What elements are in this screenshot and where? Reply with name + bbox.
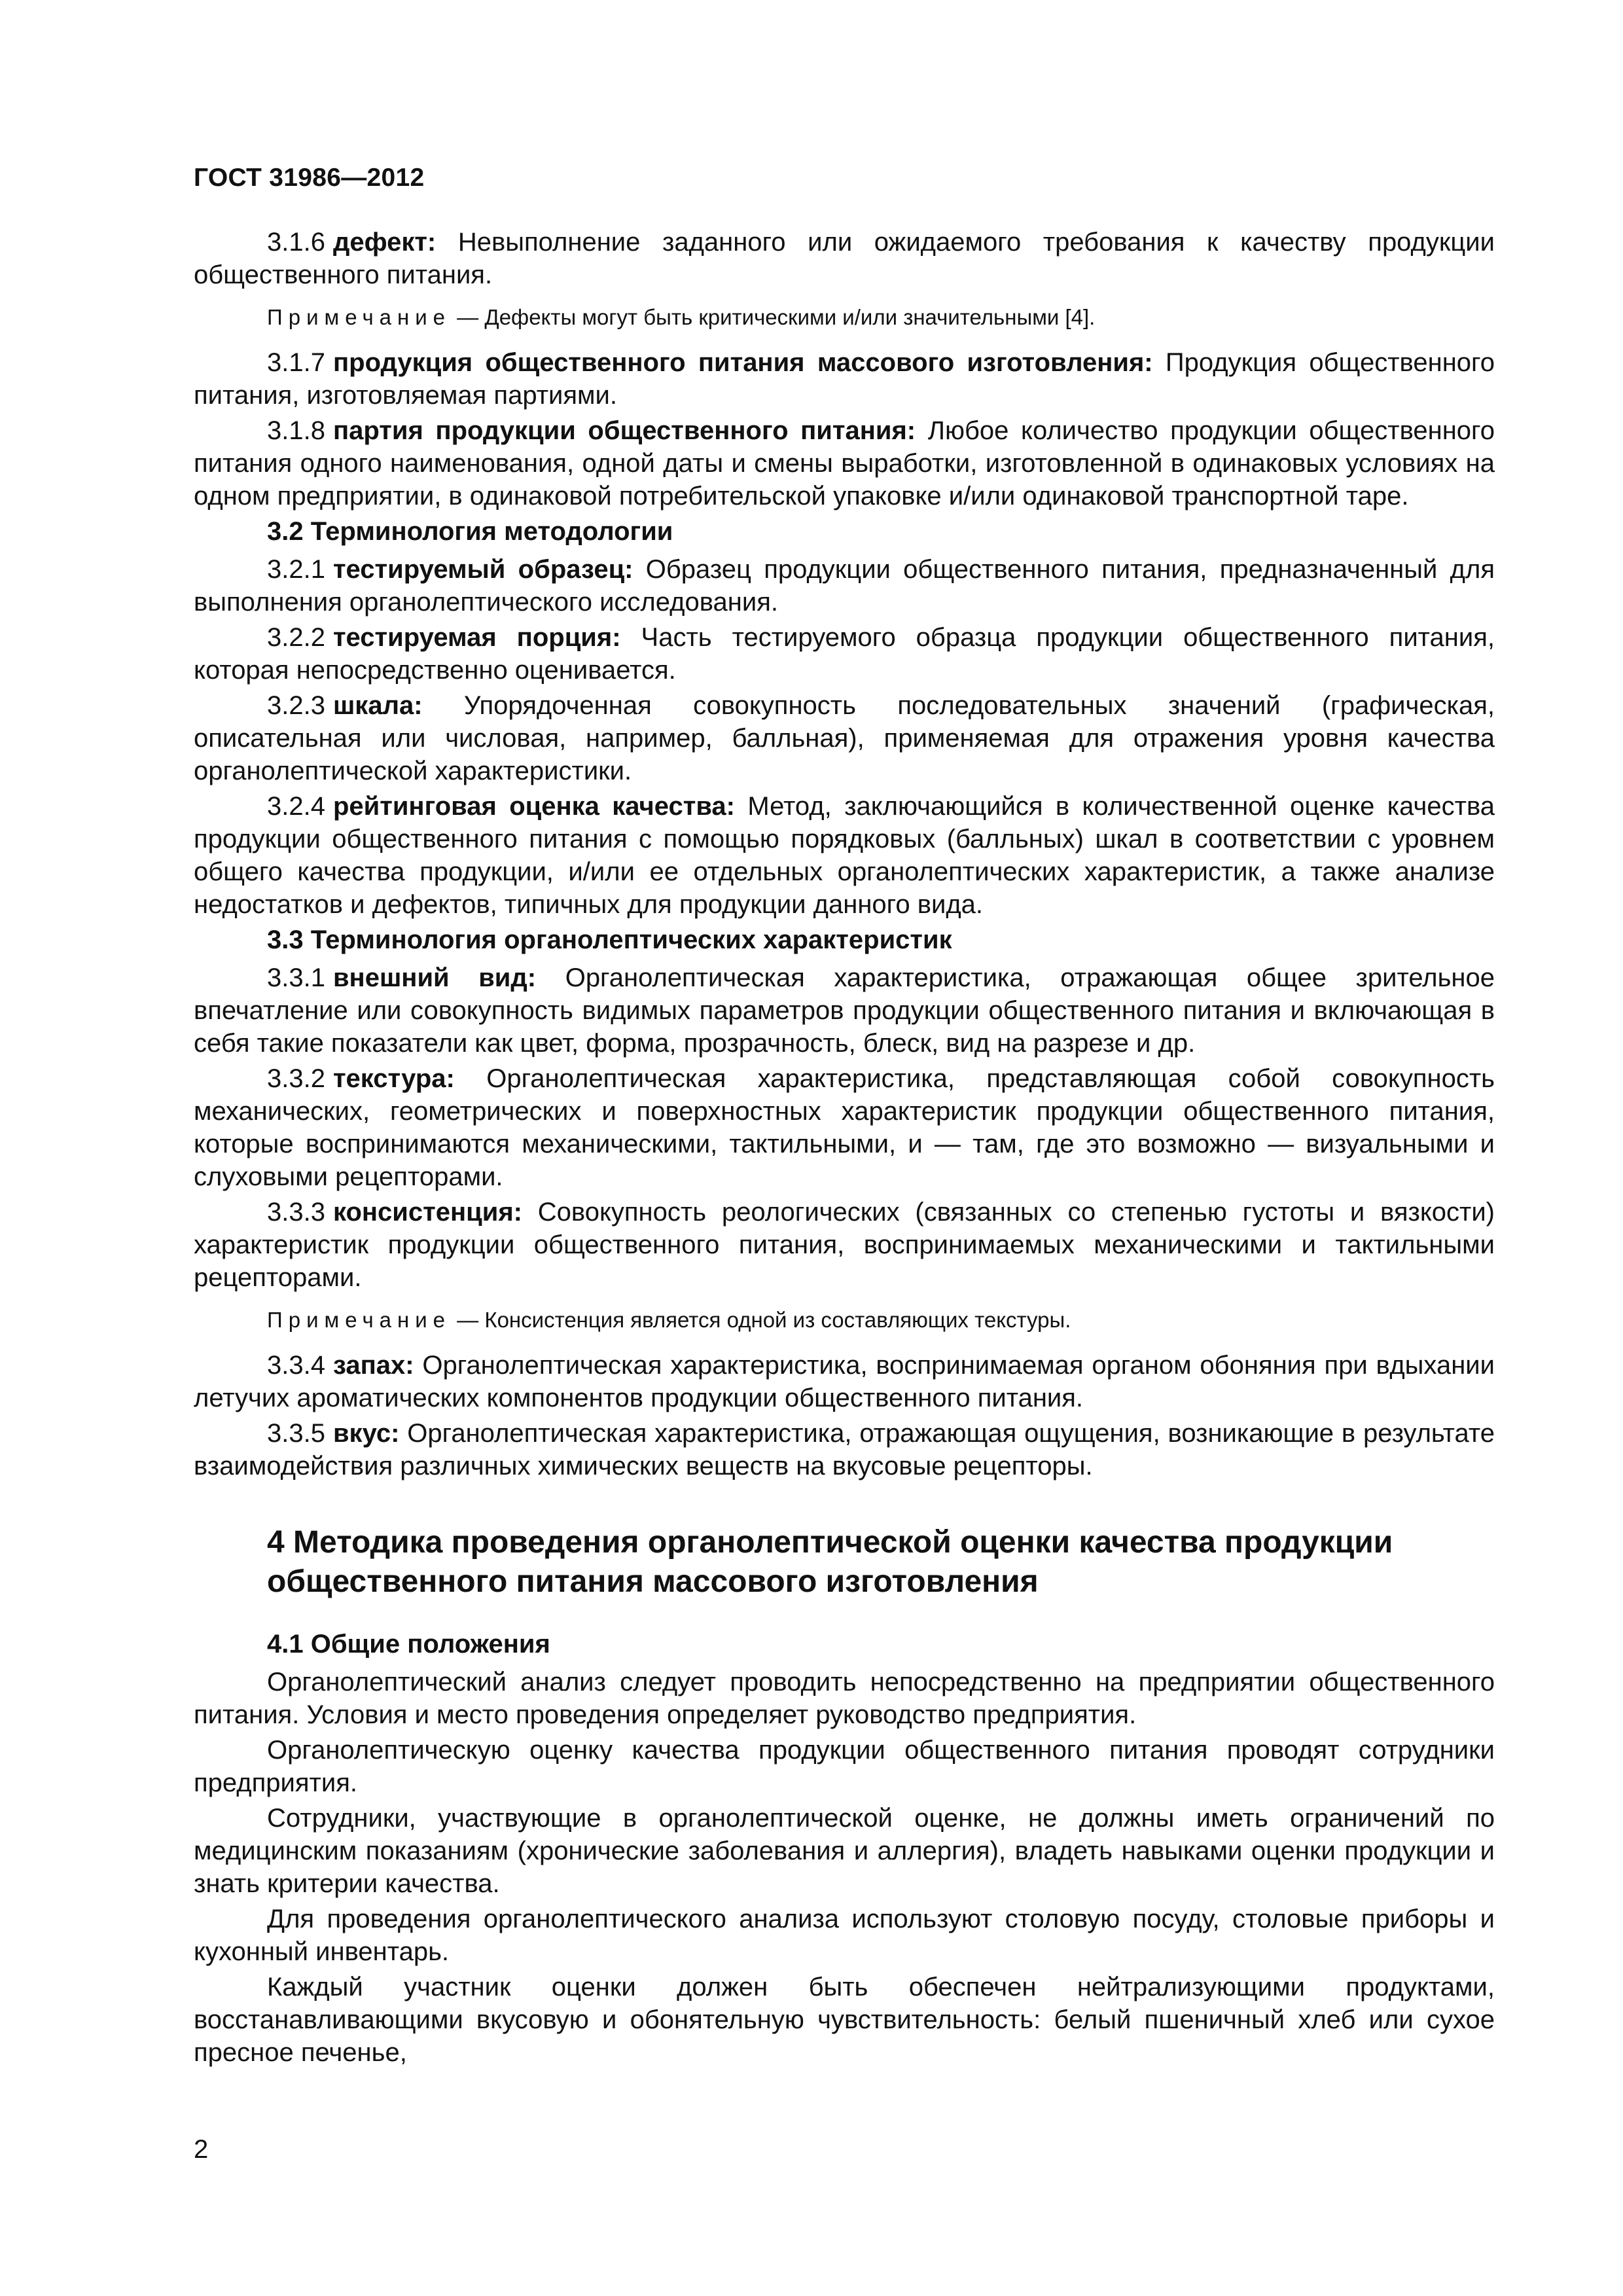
page-number: 2: [194, 2135, 209, 2164]
term-3-2-2: 3.2.2 тестируемая порция: Часть тестируемого образца продукции общественного питания, которая непосредственно оценивается.: [194, 623, 1495, 685]
term-3-1-8: 3.1.8 партия продукции общественного питания: Любое количество продукции общественного питания одного наименования, одной даты и смены выработки, изготовленной в одинаковых условиях на одном предприятии, в одинаковой потребительской упаковке и/или одинаковой транспортной таре.: [194, 416, 1495, 511]
paragraph: Для проведения органолептического анализа используют столовую посуду, столовые приборы и кухонный инвентарь.: [194, 1905, 1495, 1966]
term-3-2-3: 3.2.3 шкала: Упорядоченная совокупность последовательных значений (графическая, описательная или числовая, например, балльная), применяемая для отражения уровня качества органолептической характеристики.: [194, 691, 1495, 785]
chapter-heading-4: 4 Методика проведения органолептической оценки качества продукции общественного питания массового изготовления: [267, 1525, 1393, 1599]
term-3-3-2: 3.3.2 текстура: Органолептическая характеристика, представляющая собой совокупность механических, геометрических и поверхностных характеристик продукции общественного питания, которые воспринимаются механическими, тактильными, и — там, где это возможно — визуальными и слуховыми рецепторами.: [194, 1064, 1495, 1191]
document-body: [194, 226, 1495, 2072]
paragraph: Каждый участник оценки должен быть обеспечен нейтрализующими продуктами, восстанавливающими вкусовую и обонятельную чувствительность: белый пшеничный хлеб или сухое пресное печенье,: [194, 1973, 1495, 2067]
term-3-3-4: 3.3.4 запах: Органолептическая характеристика, воспринимаемая органом обоняния при вдыхании летучих ароматических компонентов продукции общественного питания.: [194, 1351, 1495, 1412]
paragraph: Органолептическую оценку качества продукции общественного питания проводят сотрудники предприятия.: [194, 1736, 1495, 1797]
paragraph: Сотрудники, участвующие в органолептической оценке, не должны иметь ограничений по медицинским показаниям (хронические заболевания и аллергия), владеть навыками оценки продукции и знать критерии качества.: [194, 1804, 1495, 1898]
term-3-2-4: 3.2.4 рейтинговая оценка качества: Метод, заключающийся в количественной оценке качества продукции общественного питания с помощью порядковых (балльных) шкал в соответствии с уровнем общего качества продукции, и/или ее отдельных органолептических характеристик, а также анализе недостатков и дефектов, типичных для продукции данного вида.: [194, 792, 1495, 919]
section-heading-3-3: 3.3 Терминология органолептических характеристик: [267, 925, 952, 954]
term-3-3-3: 3.3.3 консистенция: Совокупность реологических (связанных со степенью густоты и вязкости) характеристик продукции общественного питания, воспринимаемых механическими и тактильными рецепторами.: [194, 1198, 1495, 1292]
section-heading-4-1: 4.1 Общие положения: [267, 1630, 550, 1659]
note-defects: Примечание — Дефекты могут быть критическими и/или значительными [4].: [267, 305, 1096, 329]
term-3-3-5: 3.3.5 вкус: Органолептическая характеристика, отражающая ощущения, возникающие в результате взаимодействия различных химических веществ на вкусовые рецепторы.: [194, 1419, 1495, 1480]
section-heading-3-2: 3.2 Терминология методологии: [267, 517, 673, 546]
term-3-1-6: 3.1.6 дефект: Невыполнение заданного или ожидаемого требования к качеству продукции общественного питания.: [194, 228, 1495, 289]
document-code-header: ГОСТ 31986—2012: [194, 164, 425, 192]
term-3-1-7: 3.1.7 продукция общественного питания массового изготовления: Продукция общественного питания, изготовляемая партиями.: [194, 348, 1495, 410]
paragraph: Органолептический анализ следует проводить непосредственно на предприятии общественного питания. Условия и место проведения определяет руководство предприятия.: [194, 1668, 1495, 1729]
note-consistency: Примечание — Консистенция является одной из составляющих текстуры.: [267, 1308, 1071, 1332]
term-3-3-1: 3.3.1 внешний вид: Органолептическая характеристика, отражающая общее зрительное впечатление или совокупность видимых параметров продукции общественного питания и включающая в себя такие показатели как цвет, форма, прозрачность, блеск, вид на разрезе и др.: [194, 963, 1495, 1058]
term-3-2-1: 3.2.1 тестируемый образец: Образец продукции общественного питания, предназначенный для выполнения органолептического исследования.: [194, 555, 1495, 617]
